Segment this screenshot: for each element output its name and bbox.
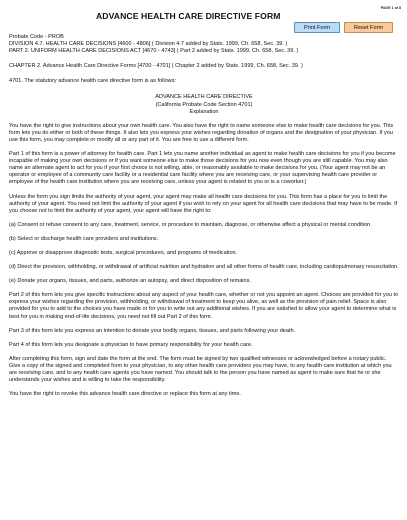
list-item: (c) Approve or disapprove diagnostic tests, surgical procedures, and programs of medication. <box>9 249 238 256</box>
paragraph: Part 3 of this form lets you express an intention to donate your bodily organs, tissues, and parts following your death. <box>9 327 296 334</box>
heading-citation: (California Probate Code Section 4701) <box>155 101 253 108</box>
paragraph: Unless the form you sign limits the authority of your agent, your agent may make all health care decisions for you. This form has a place for you to limit the authority of your agent. You need not limit the authority of your agent if you wish to rely on your agent for all health care decisions that may have to be made. If you choose not to limit the authority of your agent, your agent will have the right to: <box>9 193 398 214</box>
list-item: (a) Consent or refuse consent to any care, treatment, service, or procedure to maintain, diagnose, or otherwise affect a physical or mental condition. <box>9 221 372 228</box>
statute-line: 4701. The statutory advance health care directive form is as follows: <box>9 78 177 85</box>
form-title: ADVANCE HEALTH CARE DIRECTIVE FORM <box>96 11 281 21</box>
heading-title: ADVANCE HEALTH CARE DIRECTIVE <box>155 94 253 101</box>
code-line: DIVISION 4.7. HEALTH CARE DECISIONS [4600 - 4806] ( Division 4.7 added by Stats. 1999, Ch. 658, Sec. 39. ) <box>9 41 288 48</box>
paragraph: You have the right to revoke this advance health care directive or replace this form at any time. <box>9 391 241 398</box>
page-number: PAGE 1 of 8 <box>380 6 401 10</box>
heading-explanation: Explanation <box>189 108 219 115</box>
reset-form-button[interactable]: Reset Form <box>344 22 393 33</box>
document-body <box>9 34 399 405</box>
code-line: Probate Code - PROB <box>9 34 64 40</box>
list-item: (b) Select or discharge health care providers and institutions. <box>9 235 159 242</box>
paragraph: Part 4 of this form lets you designate a physician to have primary responsibility for your health care. <box>9 341 253 348</box>
print-form-button[interactable]: Print Form <box>294 22 340 33</box>
paragraph: Part 2 of this form lets you give specific instructions about any aspect of your health care, whether or not you appoint an agent. Choices are provided for you to express your wishes regarding the provision, withholding, or withdrawal of treatment to keep you alive, as well as the provision of pain relief. Space is also provided for you to add to the choices you have made or for you to write out any additional wishes. If you are satisfied to allow your agent to determine what is best for you in making end-of-life decisions, you need not fill out Part 2 of this form. <box>9 292 399 320</box>
list-item: (e) Donate your organs, tissues, and parts, authorize an autopsy, and direct disposition of remains. <box>9 278 251 285</box>
list-item: (d) Direct the provision, withholding, or withdrawal of artificial nutrition and hydration and all other forms of health care, including cardiopulmonary resuscitation. <box>9 264 399 271</box>
code-header <box>9 34 399 85</box>
paragraph: You have the right to give instructions about your own health care. You also have the right to name someone else to make health care decisions for you. This form lets you do either or both of these things. It also lets you express your wishes regarding donation of organs and the designation of your physician. If you use this form, you may complete or modify all or any part of it. You are free to use a different form. <box>9 122 394 143</box>
section-heading <box>9 94 399 115</box>
code-line: PART 2. UNIFORM HEALTH CARE DECISIONS ACT [4670 - 4743] ( Part 2 added by Stats. 1999, Ch. 658, Sec. 39. ) <box>9 48 299 55</box>
paragraph: Part 1 of this form is a power of attorney for health care. Part 1 lets you name another individual as agent to make health care decisions for you if you become incapable of making your own decisions or if you want someone else to make those decisions for you now even though you are still capable. You may also name an alternate agent to act for you if your first choice is not willing, able, or reasonably available to make decisions for you. (Your agent may not be an operator or employee of a community care facility or a residential care facility where you are receiving care, or your supervising health care provider or employee of the health care institution where you are receiving care, unless your agent is related to you or is a coworker.) <box>9 151 396 186</box>
chapter-line: CHAPTER 2. Advance Health Care Directive Forms [4700 - 4701] ( Chapter 2 added by Stats. 1999, Ch. 658, Sec. 39. ) <box>9 63 303 70</box>
paragraph: After completing this form, sign and date the form at the end. The form must be signed by two qualified witnesses or acknowledged before a notary public. Give a copy of the signed and completed form to your physician, to any other health care providers you may have, to any health care institution at which you are receiving care, and to any health care agents you have named. You should talk to the person you have named as agent to make sure that he or she understands your wishes and is willing to take the responsibility. <box>9 355 392 384</box>
